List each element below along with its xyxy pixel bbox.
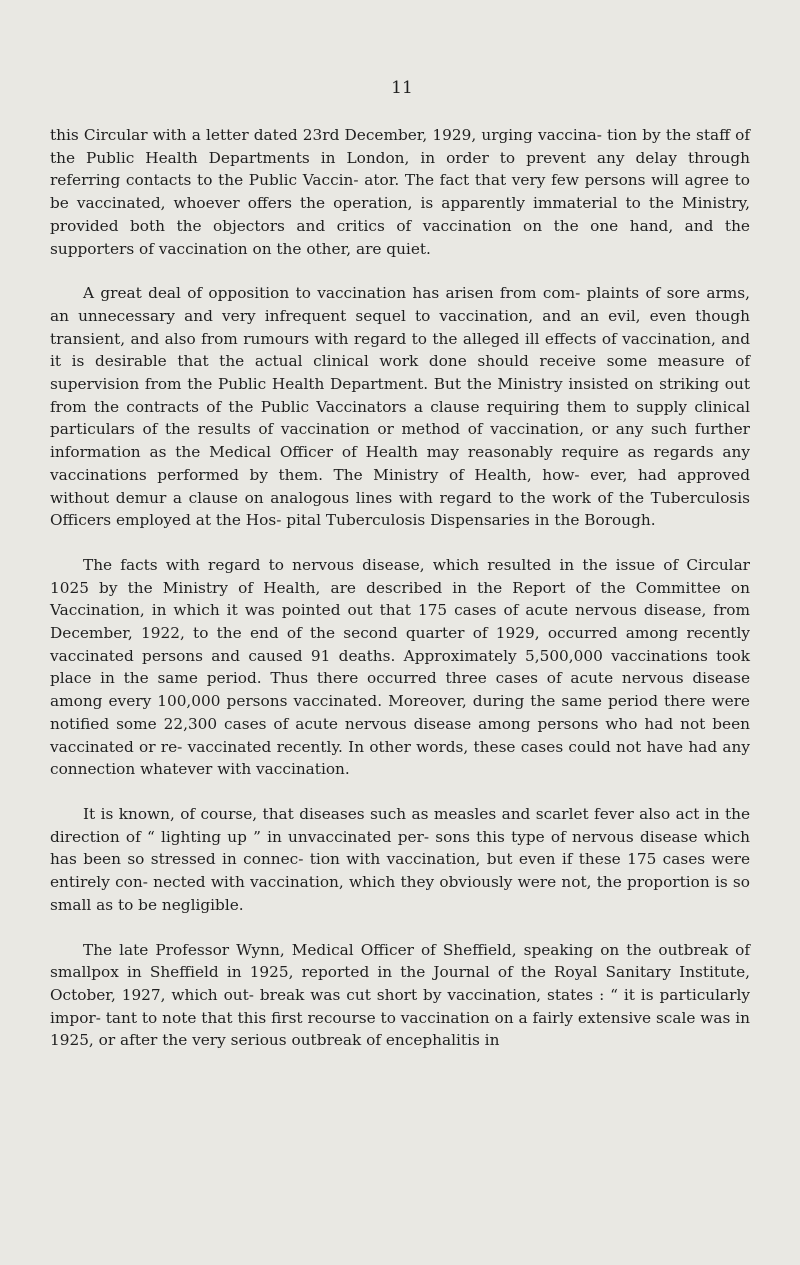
- body-paragraph: The late Professor Wynn, Medical Officer of Sheffield, speaking on the outbreak of smallpox in Sheffield in 1925, reported in the Journal of the Royal Sanitary Institute, October, 1927, which out- break was cut short by vaccination, states : “ it is particularly impor- tant to note that this first recourse to vaccination on a fairly extensive scale was in 1925, or after the very serious outbreak of encephalitis in: [50, 940, 750, 1050]
- body-paragraph: A great deal of opposition to vaccination has arisen from com- plaints of sore arms, an unnecessary and very infrequent sequel to vaccination, and an evil, even though transient, and also from rumours with regard to the alleged ill effects of vaccination, and it is desirable that the actual clinical work done should receive some measure of supervision from the Public Health Department. But the Ministry insisted on striking out from the contracts of the Public Vaccinators a clause requiring them to supply clinical particulars of the results of vaccination or method of vaccination, or any such further information as the Medical Officer of Health may reasonably require as regards any vaccinations performed by them. The Ministry of Health, how- ever, had approved without demur a clause on analogous lines with regard to the work of the Tuberculosis Officers employed at the Hos- pital Tuberculosis Dispensaries in the Borough.: [50, 284, 750, 530]
- body-paragraph: It is known, of course, that diseases such as measles and scarlet fever also act in the direction of “ lighting up ” in unvaccinated per- sons this type of nervous disease which has been so stressed in connec- tion with vaccination, but even if these 175 cases were entirely con- nected with vaccination, which they obviously were not, the proportion is so small as to be negligible.: [50, 804, 750, 914]
- body-paragraph: The facts with regard to nervous disease, which resulted in the issue of Circular 1025 by the Ministry of Health, are described in the Report of the Committee on Vaccination, in which it was pointed out that 175 cases of acute nervous disease, from December, 1922, to the end of the second quarter of 1929, occurred among recently vaccinated persons and caused 91 deaths. Approximately 5,500,000 vaccinations took place in the same period. Thus there occurred three cases of acute nervous disease among every 100,000 persons vaccinated. Moreover, during the same period there were notified some 22,300 cases of acute nervous disease among persons who had not been vaccinated or re- vaccinated recently. In other words, these cases could not have had any connection whatever with vaccination.: [50, 555, 750, 779]
- page-number: 11: [391, 78, 413, 98]
- body-paragraph: this Circular with a letter dated 23rd December, 1929, urging vaccina- tion by the staff of the Public Health Departments in London, in order to prevent any delay through referring contacts to the Public Vaccin- ator. The fact that very few persons will agree to be vaccinated, whoever offers the operation, is apparently immaterial to the Ministry, provided both the objectors and critics of vaccination on the one hand, and the supporters of vaccination on the other, are quiet.: [50, 126, 750, 258]
